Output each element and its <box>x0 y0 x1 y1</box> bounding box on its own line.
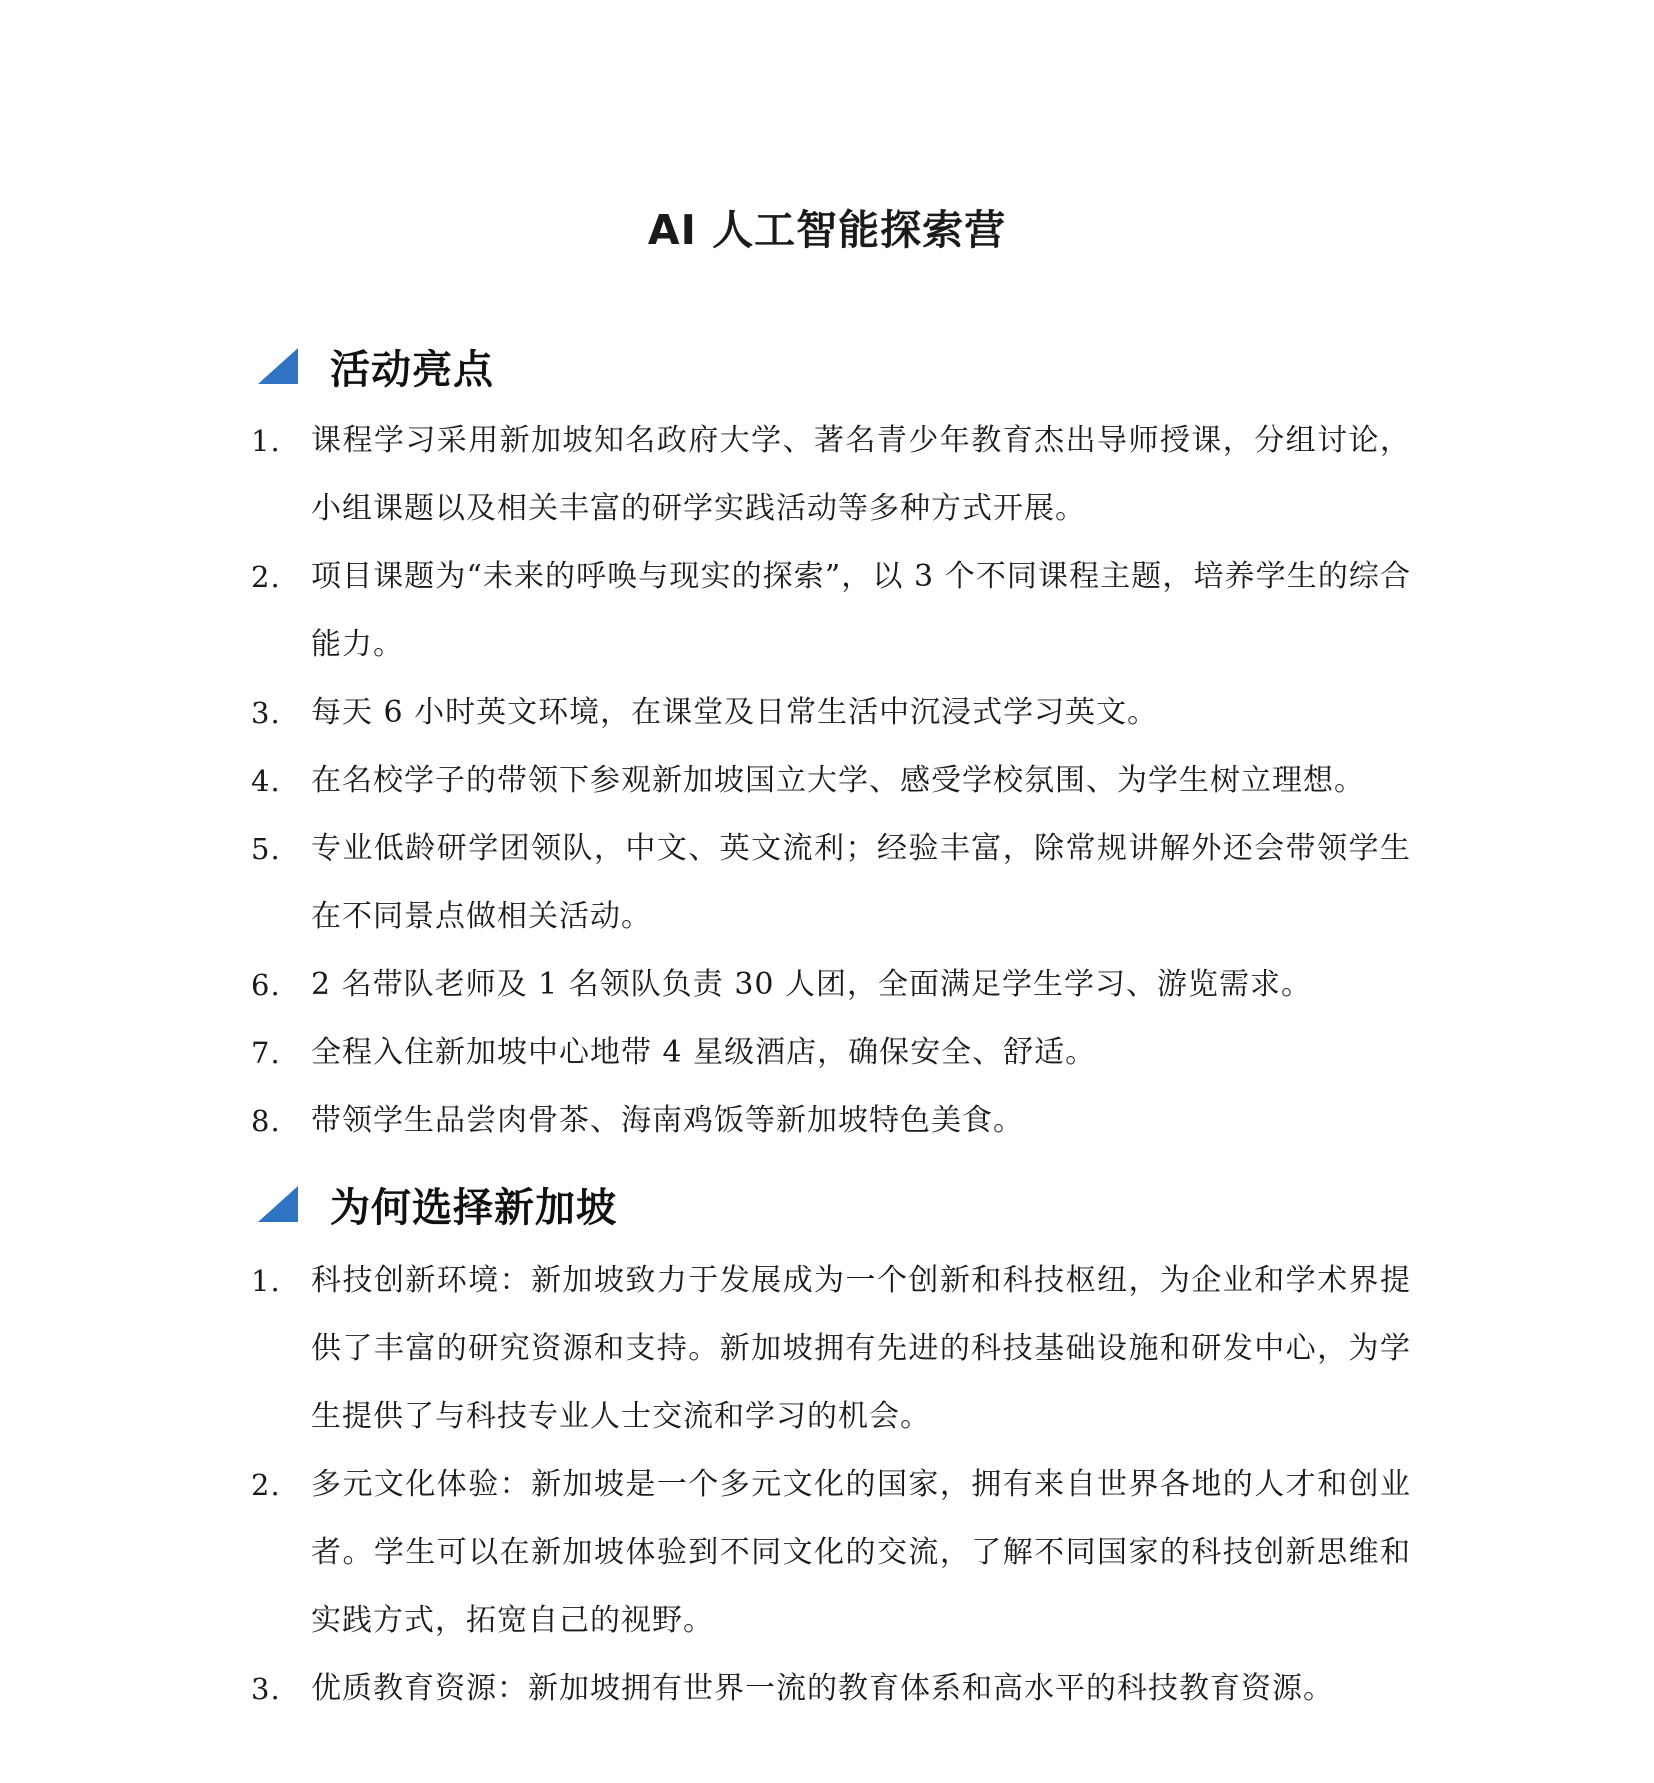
list-item-number: 6. <box>251 968 281 1002</box>
list-item-text: 每天 6 小时英文环境，在课堂及日常生活中沉浸式学习英文。 <box>311 695 1159 730</box>
list-item-number: 5. <box>251 832 281 866</box>
list-item <box>0 543 1411 679</box>
list-item <box>0 679 1411 747</box>
list-item <box>0 1019 1411 1087</box>
document-title: AI 人工智能探索营 <box>647 206 1007 254</box>
list-item-number: 2. <box>251 560 281 594</box>
why-singapore-list <box>0 1247 1654 1723</box>
list-item <box>0 407 1411 543</box>
list-item <box>0 1247 1411 1451</box>
list-item <box>0 1451 1411 1655</box>
list-item-text: 多元文化体验：新加坡是一个多元文化的国家，拥有来自世界各地的人才和创业者。学生可以在新加坡体验到不同文化的交流，了解不同国家的科技创新思维和实践方式，拓宽自己的视野。 <box>311 1467 1411 1638</box>
list-item <box>0 747 1411 815</box>
list-item <box>0 815 1411 951</box>
list-item-number: 1. <box>251 424 281 458</box>
list-item-number: 8. <box>251 1104 281 1138</box>
list-item-number: 7. <box>251 1036 281 1070</box>
section-heading-highlights <box>258 336 494 396</box>
list-item-text: 科技创新环境：新加坡致力于发展成为一个创新和科技枢纽，为企业和学术界提供了丰富的研究资源和支持。新加坡拥有先进的科技基础设施和研发中心，为学生提供了与科技专业人士交流和学习的机会。 <box>311 1263 1411 1434</box>
list-item-text: 全程入住新加坡中心地带 4 星级酒店，确保安全、舒适。 <box>311 1035 1097 1070</box>
section-heading-text: 活动亮点 <box>330 346 494 393</box>
list-item-text: 项目课题为“未来的呼唤与现实的探索”，以 3 个不同课程主题，培养学生的综合能力。 <box>311 559 1411 662</box>
highlights-list <box>0 407 1654 1155</box>
list-item-text: 带领学生品尝肉骨茶、海南鸡饭等新加坡特色美食。 <box>311 1103 1024 1138</box>
list-item-text: 2 名带队老师及 1 名领队负责 30 人团，全面满足学生学习、游览需求。 <box>311 967 1313 1002</box>
list-item-text: 优质教育资源：新加坡拥有世界一流的教育体系和高水平的科技教育资源。 <box>311 1671 1334 1706</box>
list-item-text: 在名校学子的带领下参观新加坡国立大学、感受学校氛围、为学生树立理想。 <box>311 763 1365 798</box>
list-item-text: 课程学习采用新加坡知名政府大学、著名青少年教育杰出导师授课，分组讨论，小组课题以及相关丰富的研学实践活动等多种方式开展。 <box>311 423 1411 526</box>
section-heading-text: 为何选择新加坡 <box>330 1184 617 1231</box>
blue-triangle-icon <box>258 1186 298 1222</box>
blue-triangle-icon <box>258 348 298 384</box>
list-item-number: 3. <box>251 696 281 730</box>
section-heading-why-singapore <box>258 1174 617 1234</box>
list-item-number: 4. <box>251 764 281 798</box>
list-item <box>0 1087 1411 1155</box>
list-item-number: 1. <box>251 1264 281 1298</box>
list-item <box>0 1655 1411 1723</box>
list-item <box>0 951 1411 1019</box>
list-item-number: 3. <box>251 1672 281 1706</box>
list-item-text: 专业低龄研学团领队，中文、英文流利；经验丰富，除常规讲解外还会带领学生在不同景点做相关活动。 <box>311 831 1411 934</box>
list-item-number: 2. <box>251 1468 281 1502</box>
